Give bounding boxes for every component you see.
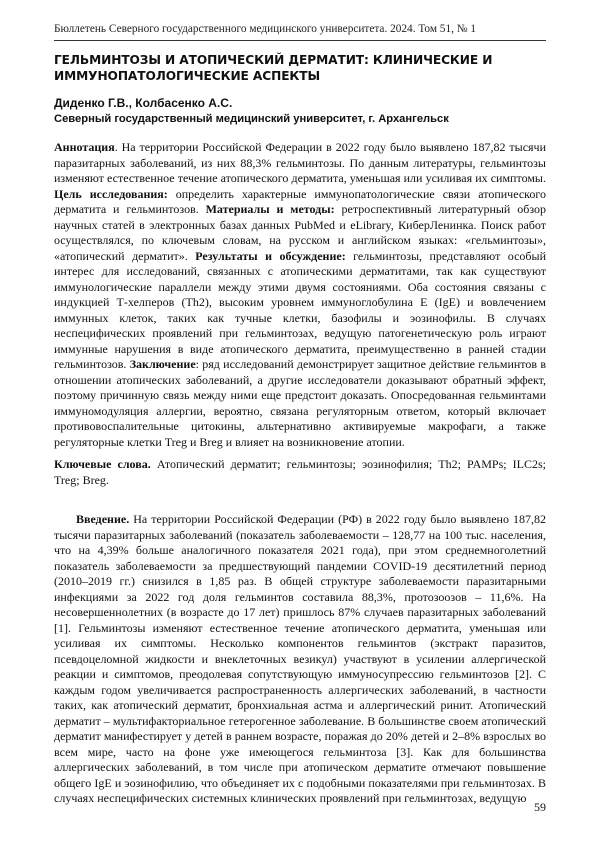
journal-header: Бюллетень Северного государственного медицинского университета. 2024. Том 51, № 1 <box>54 23 476 35</box>
article-authors: Диденко Г.В., Колбасенко А.С. <box>54 96 233 110</box>
abstract-text-2: определить характерные иммунопатологические связи атопического дерматита и гельминтозов. <box>54 186 546 216</box>
header-divider <box>54 40 546 41</box>
abstract-text-4: гельминтозы, представляют особый интерес для исследований, связанных с атопическими дерматитами, так как существуют иммунологические параллели между этими двумя состояниями. Оба состояния связаны с индукцией Т-хелперов (Th2), высоким уровнем иммуноглобулина Е (IgE) и вовлечением иммунных клеток, таких как тучные клетки, базофилы и эозинофилы. В случаях неспецифических проявлений при гельминтозах, ведущую патогенетическую роль играют иммунные нарушения в виде атопического дерматита, преимущественно в ранней стадии гельминтозов. <box>54 248 546 371</box>
introduction-text: На территории Российской Федерации (РФ) в 2022 году было выявлено 187,82 тысячи паразитарных заболеваний (показатель заболеваемости – 128,77 на 100 тыс. населения, что на 4,39% больше аналогичного показателя 2021 года), при этом среднемноголетний показатель заболеваемости за предшествующий пандемии COVID-19 десятилетний период (2010–2019 гг.) снизился в 1,85 раз. В общей структуре заболеваемости паразитарными инфекциями за 2022 год доля гельминтов составила 88,3%, протозоозов – 11,6%. На несовершеннолетних (в возрасте до 17 лет) пришлось 87% случаев паразитарных заболеваний [1]. Гельминтозы изменяют естественное течение атопического дерматита, уменьшая или усиливая их симптомы. Несколько компонентов гельминтов (экстракт паразитов, псевдоцеломной жидкости и внеклеточных везикул) участвуют в усилении аллергической реакции и симптомов, преодолевая сопутствующую иммуносупрессию гельминтозов [2]. С каждым годом увеличивается распространенность аллергических заболеваний, в частности таких, как атопический дерматит, бронхиальная астма и аллергический ринит. Атопический дерматит – мультифакториальное гетерогенное заболевание. В большинстве своем атопический дерматит манифестирует у детей в раннем возрасте, поражая до 20% детей и 2–8% взрослых во всем мире, часто на фоне уже имеющегося гельминтоза [3]. Как для большинства аллергических заболеваний, в том числе при атопическом дерматите отмечают повышение общего IgE и эозинофилию, что объединяет их с подобными показателями при гельминтозах. В случаях неспецифических системных клинических проявлений при гельминтозах, ведущую <box>54 512 546 805</box>
keywords-text: Атопический дерматит; гельминтозы; эозинофилия; Th2; PAMPs; ILC2s; Treg; Breg. <box>54 457 547 487</box>
article-title: ГЕЛЬМИНТОЗЫ И АТОПИЧЕСКИЙ ДЕРМАТИТ: КЛИНИЧЕСКИЕ И ИММУНОПАТОЛОГИЧЕСКИЕ АСПЕКТЫ <box>54 53 493 83</box>
introduction-label: Введение. <box>76 512 130 526</box>
abstract-paragraph <box>54 140 546 450</box>
aim-label: Цель исследования: <box>54 186 168 201</box>
results-label: Результаты и обсуждение: <box>195 248 346 263</box>
keywords-paragraph <box>54 457 546 488</box>
abstract-label: Аннотация <box>54 140 115 154</box>
keywords-label: Ключевые слова. <box>54 457 151 471</box>
methods-label: Материалы и методы: <box>205 202 335 216</box>
abstract-text-1: . На территории Российской Федерации в 2022 году было выявлено 187,82 тысячи паразитарных заболеваний, из них 88,3% гельминтозы. По данным литературы, гельминтозы изменяют естественное течение атопического дерматита, уменьшая или усиливая их симптомы. <box>54 140 546 185</box>
abstract-text-5: : ряд исследований демонстрирует защитное действие гельминтов в отношении атопических заболеваний, а другие исследователи доказывают обратный эффект, поэтому причинную связь между ними еще предстоит доказать. Опосредованная гельминтами иммуномодуляция аллергии, вероятно, связана регуляторным ответом, который включает противовоспалительные цитокины, альтернативно активируемые макрофаги, а также регуляторные клетки Treg и Breg и влияет на возникновение атопии. <box>54 357 546 449</box>
conclusion-label: Заключение <box>129 357 196 371</box>
abstract-text-3: ретроспективный литературный обзор научных статей в электронных базах данных PubMed и eLibrary, КиберЛенинка. Поиск работ осуществлялся, по ключевым словам, на русском и английском языках: «гельминтозы», «атопический дерматит». <box>54 202 546 263</box>
page-number: 59 <box>534 800 546 814</box>
introduction-paragraph <box>54 512 546 807</box>
author-affiliation: Северный государственный медицинский университет, г. Архангельск <box>54 113 449 125</box>
